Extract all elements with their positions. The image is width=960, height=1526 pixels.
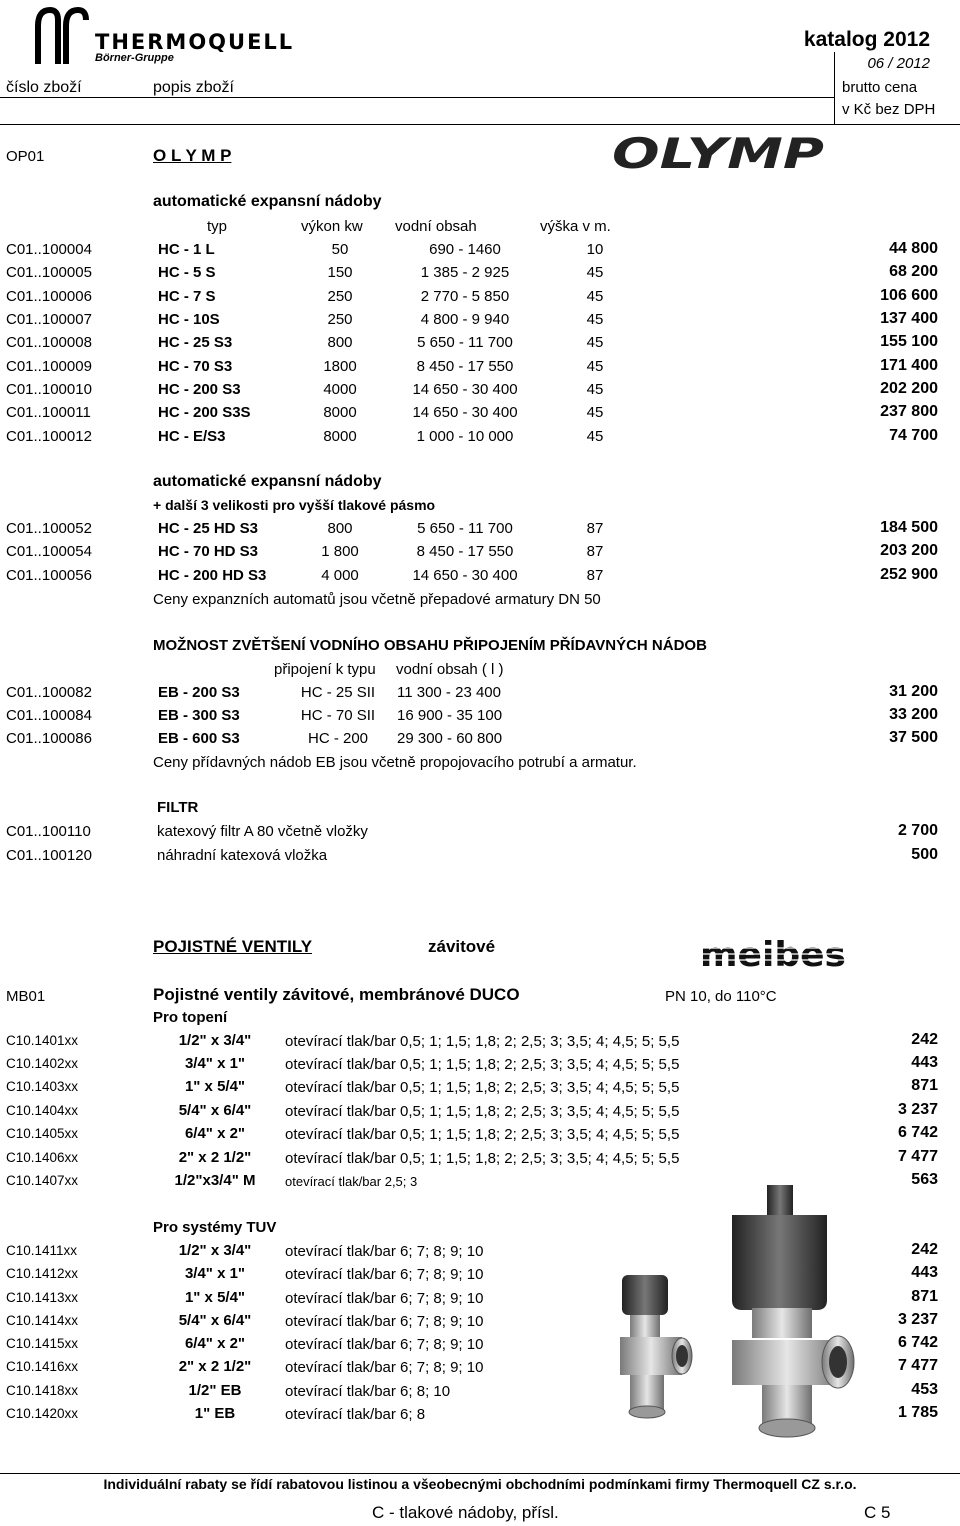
- row-type: HC - 25 S3: [158, 334, 233, 351]
- row-height: 45: [586, 358, 604, 375]
- row-code: C01..100054: [6, 543, 92, 560]
- row-power: 250: [327, 311, 353, 328]
- row-size: 3/4" x 1": [184, 1055, 246, 1072]
- row-desc: katexový filtr A 80 včetně vložky: [157, 823, 368, 840]
- row-size: 3/4" x 1": [184, 1265, 246, 1282]
- footer-page: C 5: [864, 1503, 891, 1522]
- row-price: 1 785: [897, 1404, 938, 1421]
- row-conn: HC - 200: [307, 730, 369, 747]
- valves-subtitle: závitové: [428, 937, 496, 956]
- row-price: 6 742: [897, 1124, 938, 1141]
- row-price: 6 742: [897, 1334, 938, 1351]
- row-volume: 14 650 - 30 400: [412, 567, 518, 584]
- row-type: HC - 7 S: [158, 288, 216, 305]
- row-power: 250: [327, 288, 353, 305]
- row-price: 242: [911, 1241, 938, 1258]
- olymp-logo: [612, 130, 830, 174]
- row-code: C10.1412xx: [6, 1266, 79, 1281]
- row-code: C01..100006: [6, 288, 92, 305]
- header-line: [0, 97, 834, 98]
- col-code-header: číslo zboží: [6, 79, 82, 96]
- row-type: EB - 200 S3: [158, 684, 240, 701]
- row-code: C10.1407xx: [6, 1173, 79, 1188]
- row-code: C01..100004: [6, 241, 92, 258]
- row-height: 45: [586, 264, 604, 281]
- footer-line: [0, 1473, 960, 1474]
- row-code: C10.1405xx: [6, 1126, 79, 1141]
- row-volume: 5 650 - 11 700: [417, 520, 513, 537]
- row-code: C10.1411xx: [6, 1243, 78, 1258]
- row-volume: 8 450 - 17 550: [416, 358, 514, 375]
- row-volume: 1 000 - 10 000: [416, 428, 514, 445]
- row-price: 74 700: [889, 427, 938, 444]
- row-desc: náhradní katexová vložka: [157, 847, 328, 864]
- thermoquell-mark-icon: [32, 4, 92, 66]
- row-price: 563: [911, 1171, 938, 1188]
- row-type: HC - 10S: [158, 311, 220, 328]
- row-code: C01..100120: [6, 847, 92, 864]
- row-code: C01..100008: [6, 334, 92, 351]
- valves-desc: Pojistné ventily závitové, membránové DUCO: [153, 985, 520, 1004]
- row-code: C10.1402xx: [6, 1056, 79, 1071]
- row-desc: otevírací tlak/bar 2,5; 3: [285, 1174, 418, 1189]
- row-price: 242: [911, 1031, 938, 1048]
- olymp-sec1-title: automatické expansní nádoby: [153, 193, 382, 210]
- row-price: 171 400: [880, 357, 938, 374]
- row-price: 500: [911, 846, 938, 863]
- row-height: 45: [586, 311, 604, 328]
- catalog-date: 06 / 2012: [867, 55, 930, 72]
- row-price: 137 400: [880, 310, 938, 327]
- row-code: C01..100011: [6, 404, 91, 421]
- row-code: C01..100052: [6, 520, 92, 537]
- row-code: C01..100086: [6, 730, 92, 747]
- valves-code: MB01: [6, 988, 46, 1005]
- row-size: 1/2" EB: [188, 1382, 242, 1399]
- row-desc: otevírací tlak/bar 6; 7; 8; 9; 10: [285, 1336, 484, 1353]
- row-code: C10.1413xx: [6, 1290, 79, 1305]
- row-type: HC - 25 HD S3: [158, 520, 259, 537]
- row-volume: 1 385 - 2 925: [420, 264, 510, 281]
- row-price: 871: [911, 1288, 938, 1305]
- row-volume: 14 650 - 30 400: [412, 404, 518, 421]
- row-code: C10.1401xx: [6, 1033, 79, 1048]
- row-type: HC - 70 S3: [158, 358, 233, 375]
- row-code: C10.1418xx: [6, 1383, 79, 1398]
- row-code: C10.1416xx: [6, 1359, 79, 1374]
- row-price: 202 200: [880, 380, 938, 397]
- row-price: 443: [911, 1264, 938, 1281]
- brand-sub: Börner-Gruppe: [95, 52, 174, 64]
- row-price: 106 600: [880, 287, 938, 304]
- tuv-title: Pro systémy TUV: [153, 1219, 277, 1236]
- row-code: C01..100005: [6, 264, 92, 281]
- row-price: 871: [911, 1077, 938, 1094]
- olymp-head-vykon: výkon kw: [301, 218, 363, 235]
- row-code: C01..100082: [6, 684, 92, 701]
- row-desc: otevírací tlak/bar 6; 8: [285, 1406, 426, 1423]
- row-desc: otevírací tlak/bar 0,5; 1; 1,5; 1,8; 2; 2,5; 3; 3,5; 4; 4,5; 5; 5,5: [285, 1033, 680, 1050]
- row-price: 155 100: [880, 333, 938, 350]
- row-height: 87: [586, 520, 604, 537]
- row-volume: 4 800 - 9 940: [420, 311, 510, 328]
- row-type: EB - 300 S3: [158, 707, 240, 724]
- valves-title: POJISTNÉ VENTILY: [153, 937, 313, 956]
- brand-name: THERMOQUELL: [95, 30, 295, 54]
- filter-title: FILTR: [157, 799, 199, 816]
- olymp-title: O L Y M P: [153, 146, 232, 165]
- row-desc: otevírací tlak/bar 0,5; 1; 1,5; 1,8; 2; 2,5; 3; 3,5; 4; 4,5; 5; 5,5: [285, 1056, 680, 1073]
- row-power: 50: [331, 241, 349, 258]
- col-price-header: brutto cena: [842, 79, 918, 96]
- olymp-logo-text: OLYMP: [612, 130, 825, 174]
- row-size: 5/4" x 6/4": [178, 1102, 252, 1119]
- olymp-code: OP01: [6, 148, 45, 165]
- valves-pn: PN 10, do 110°C: [665, 988, 777, 1005]
- row-size: 2" x 2 1/2": [178, 1358, 252, 1375]
- row-price: 453: [911, 1381, 938, 1398]
- row-type: EB - 600 S3: [158, 730, 240, 747]
- row-price: 44 800: [889, 240, 938, 257]
- row-code: C01..100009: [6, 358, 92, 375]
- row-size: 1" x 5/4": [184, 1078, 246, 1095]
- row-type: HC - 200 S3S: [158, 404, 251, 421]
- row-price: 237 800: [880, 403, 938, 420]
- row-desc: otevírací tlak/bar 6; 7; 8; 9; 10: [285, 1313, 484, 1330]
- row-price: 7 477: [897, 1357, 938, 1374]
- row-volume: 29 300 - 60 800: [397, 730, 503, 747]
- olymp-head-vyska: výška v m.: [540, 218, 611, 235]
- row-power: 4 000: [321, 567, 359, 584]
- row-size: 1/2" x 3/4": [178, 1242, 252, 1259]
- row-height: 45: [586, 404, 604, 421]
- row-power: 4000: [323, 381, 357, 398]
- row-size: 1" EB: [194, 1405, 236, 1422]
- row-price: 68 200: [889, 263, 938, 280]
- row-desc: otevírací tlak/bar 6; 8; 10: [285, 1383, 451, 1400]
- olymp-head-typ: typ: [207, 218, 228, 235]
- row-code: C01..100012: [6, 428, 92, 445]
- row-code: C10.1404xx: [6, 1103, 79, 1118]
- meibes-logo: [700, 936, 848, 972]
- row-price: 184 500: [880, 519, 938, 536]
- olymp-sec2-title: automatické expansní nádoby: [153, 473, 382, 490]
- row-volume: 14 650 - 30 400: [412, 381, 518, 398]
- row-height: 10: [586, 241, 604, 258]
- row-price: 252 900: [880, 566, 938, 583]
- row-price: 7 477: [897, 1148, 938, 1165]
- row-volume: 11 300 - 23 400: [397, 684, 501, 701]
- row-price: 31 200: [889, 683, 938, 700]
- row-height: 87: [586, 543, 604, 560]
- row-type: HC - 1 L: [158, 241, 215, 258]
- header-vline: [834, 52, 835, 124]
- olymp-sec3-title: MOŽNOST ZVĚTŠENÍ VODNÍHO OBSAHU PŘIPOJENÍM PŘÍDAVNÝCH NÁDOB: [153, 637, 707, 654]
- row-volume: 690 - 1460: [429, 241, 501, 258]
- olymp-sec3-head1: připojení k typu: [274, 661, 376, 678]
- row-price: 3 237: [897, 1101, 938, 1118]
- meibes-logo-icon: [700, 936, 848, 972]
- row-desc: otevírací tlak/bar 0,5; 1; 1,5; 1,8; 2; 2,5; 3; 3,5; 4; 4,5; 5; 5,5: [285, 1103, 680, 1120]
- row-volume: 5 650 - 11 700: [417, 334, 513, 351]
- row-power: 8000: [323, 404, 357, 421]
- header-bottom-line: [0, 124, 960, 125]
- row-conn: HC - 70 SII: [300, 707, 376, 724]
- row-height: 45: [586, 288, 604, 305]
- row-size: 2" x 2 1/2": [178, 1149, 252, 1166]
- row-price: 2 700: [897, 822, 938, 839]
- meibes-logo-text: meibes: [700, 936, 846, 972]
- olymp-sec3-head2: vodní obsah ( l ): [396, 661, 504, 678]
- row-power: 800: [327, 334, 353, 351]
- row-height: 45: [586, 428, 604, 445]
- row-type: HC - 70 HD S3: [158, 543, 259, 560]
- row-code: C10.1403xx: [6, 1079, 79, 1094]
- col-desc-header: popis zboží: [153, 79, 234, 96]
- row-code: C01..100110: [6, 823, 91, 840]
- safety-valve-photo: [612, 1180, 862, 1440]
- row-desc: otevírací tlak/bar 0,5; 1; 1,5; 1,8; 2; 2,5; 3; 3,5; 4; 4,5; 5; 5,5: [285, 1126, 680, 1143]
- olymp-logo-icon: [612, 130, 830, 174]
- row-price: 33 200: [889, 706, 938, 723]
- heating-title: Pro topení: [153, 1009, 228, 1026]
- row-volume: 2 770 - 5 850: [420, 288, 510, 305]
- row-code: C10.1420xx: [6, 1406, 79, 1421]
- row-size: 1" x 5/4": [184, 1289, 246, 1306]
- row-type: HC - 200 HD S3: [158, 567, 267, 584]
- row-desc: otevírací tlak/bar 6; 7; 8; 9; 10: [285, 1359, 484, 1376]
- footer-section: C - tlakové nádoby, přísl.: [372, 1503, 559, 1522]
- row-height: 87: [586, 567, 604, 584]
- row-size: 1/2" x 3/4": [178, 1032, 252, 1049]
- row-code: C10.1406xx: [6, 1150, 79, 1165]
- row-power: 150: [327, 264, 353, 281]
- row-power: 1 800: [321, 543, 359, 560]
- row-power: 8000: [323, 428, 357, 445]
- row-price: 203 200: [880, 542, 938, 559]
- row-price: 3 237: [897, 1311, 938, 1328]
- row-code: C01..100010: [6, 381, 92, 398]
- row-height: 45: [586, 334, 604, 351]
- row-size: 1/2"x3/4" M: [174, 1172, 256, 1189]
- row-code: C01..100084: [6, 707, 92, 724]
- catalog-title: katalog 2012: [803, 28, 930, 51]
- row-desc: otevírací tlak/bar 6; 7; 8; 9; 10: [285, 1243, 484, 1260]
- row-type: HC - 200 S3: [158, 381, 241, 398]
- row-code: C01..100007: [6, 311, 92, 328]
- row-price: 443: [911, 1054, 938, 1071]
- row-desc: otevírací tlak/bar 0,5; 1; 1,5; 1,8; 2; 2,5; 3; 3,5; 4; 4,5; 5; 5,5: [285, 1150, 680, 1167]
- row-conn: HC - 25 SII: [300, 684, 376, 701]
- row-volume: 8 450 - 17 550: [416, 543, 514, 560]
- row-code: C01..100056: [6, 567, 92, 584]
- olymp-head-obsah: vodní obsah: [395, 218, 477, 235]
- row-size: 5/4" x 6/4": [178, 1312, 252, 1329]
- olymp-note2: Ceny přídavných nádob EB jsou včetně propojovacího potrubí a armatur.: [153, 754, 637, 771]
- row-type: HC - E/S3: [158, 428, 226, 445]
- col-price-header-2: v Kč bez DPH: [842, 101, 936, 118]
- row-type: HC - 5 S: [158, 264, 216, 281]
- olymp-sec2-sub: + další 3 velikosti pro vyšší tlakové pásmo: [153, 497, 436, 513]
- row-size: 6/4" x 2": [184, 1125, 246, 1142]
- row-desc: otevírací tlak/bar 6; 7; 8; 9; 10: [285, 1290, 484, 1307]
- row-code: C10.1415xx: [6, 1336, 79, 1351]
- row-power: 1800: [323, 358, 357, 375]
- row-height: 45: [586, 381, 604, 398]
- row-volume: 16 900 - 35 100: [397, 707, 503, 724]
- row-power: 800: [327, 520, 353, 537]
- row-price: 37 500: [889, 729, 938, 746]
- row-size: 6/4" x 2": [184, 1335, 246, 1352]
- footer-note: Individuální rabaty se řídí rabatovou listinou a všeobecnými obchodními podmínkami firmy Thermoquell CZ s.r.o.: [103, 1476, 857, 1492]
- row-code: C10.1414xx: [6, 1313, 79, 1328]
- row-desc: otevírací tlak/bar 0,5; 1; 1,5; 1,8; 2; 2,5; 3; 3,5; 4; 4,5; 5; 5,5: [285, 1079, 680, 1096]
- row-desc: otevírací tlak/bar 6; 7; 8; 9; 10: [285, 1266, 484, 1283]
- olymp-note1: Ceny expanzních automatů jsou včetně přepadové armatury DN 50: [153, 591, 601, 608]
